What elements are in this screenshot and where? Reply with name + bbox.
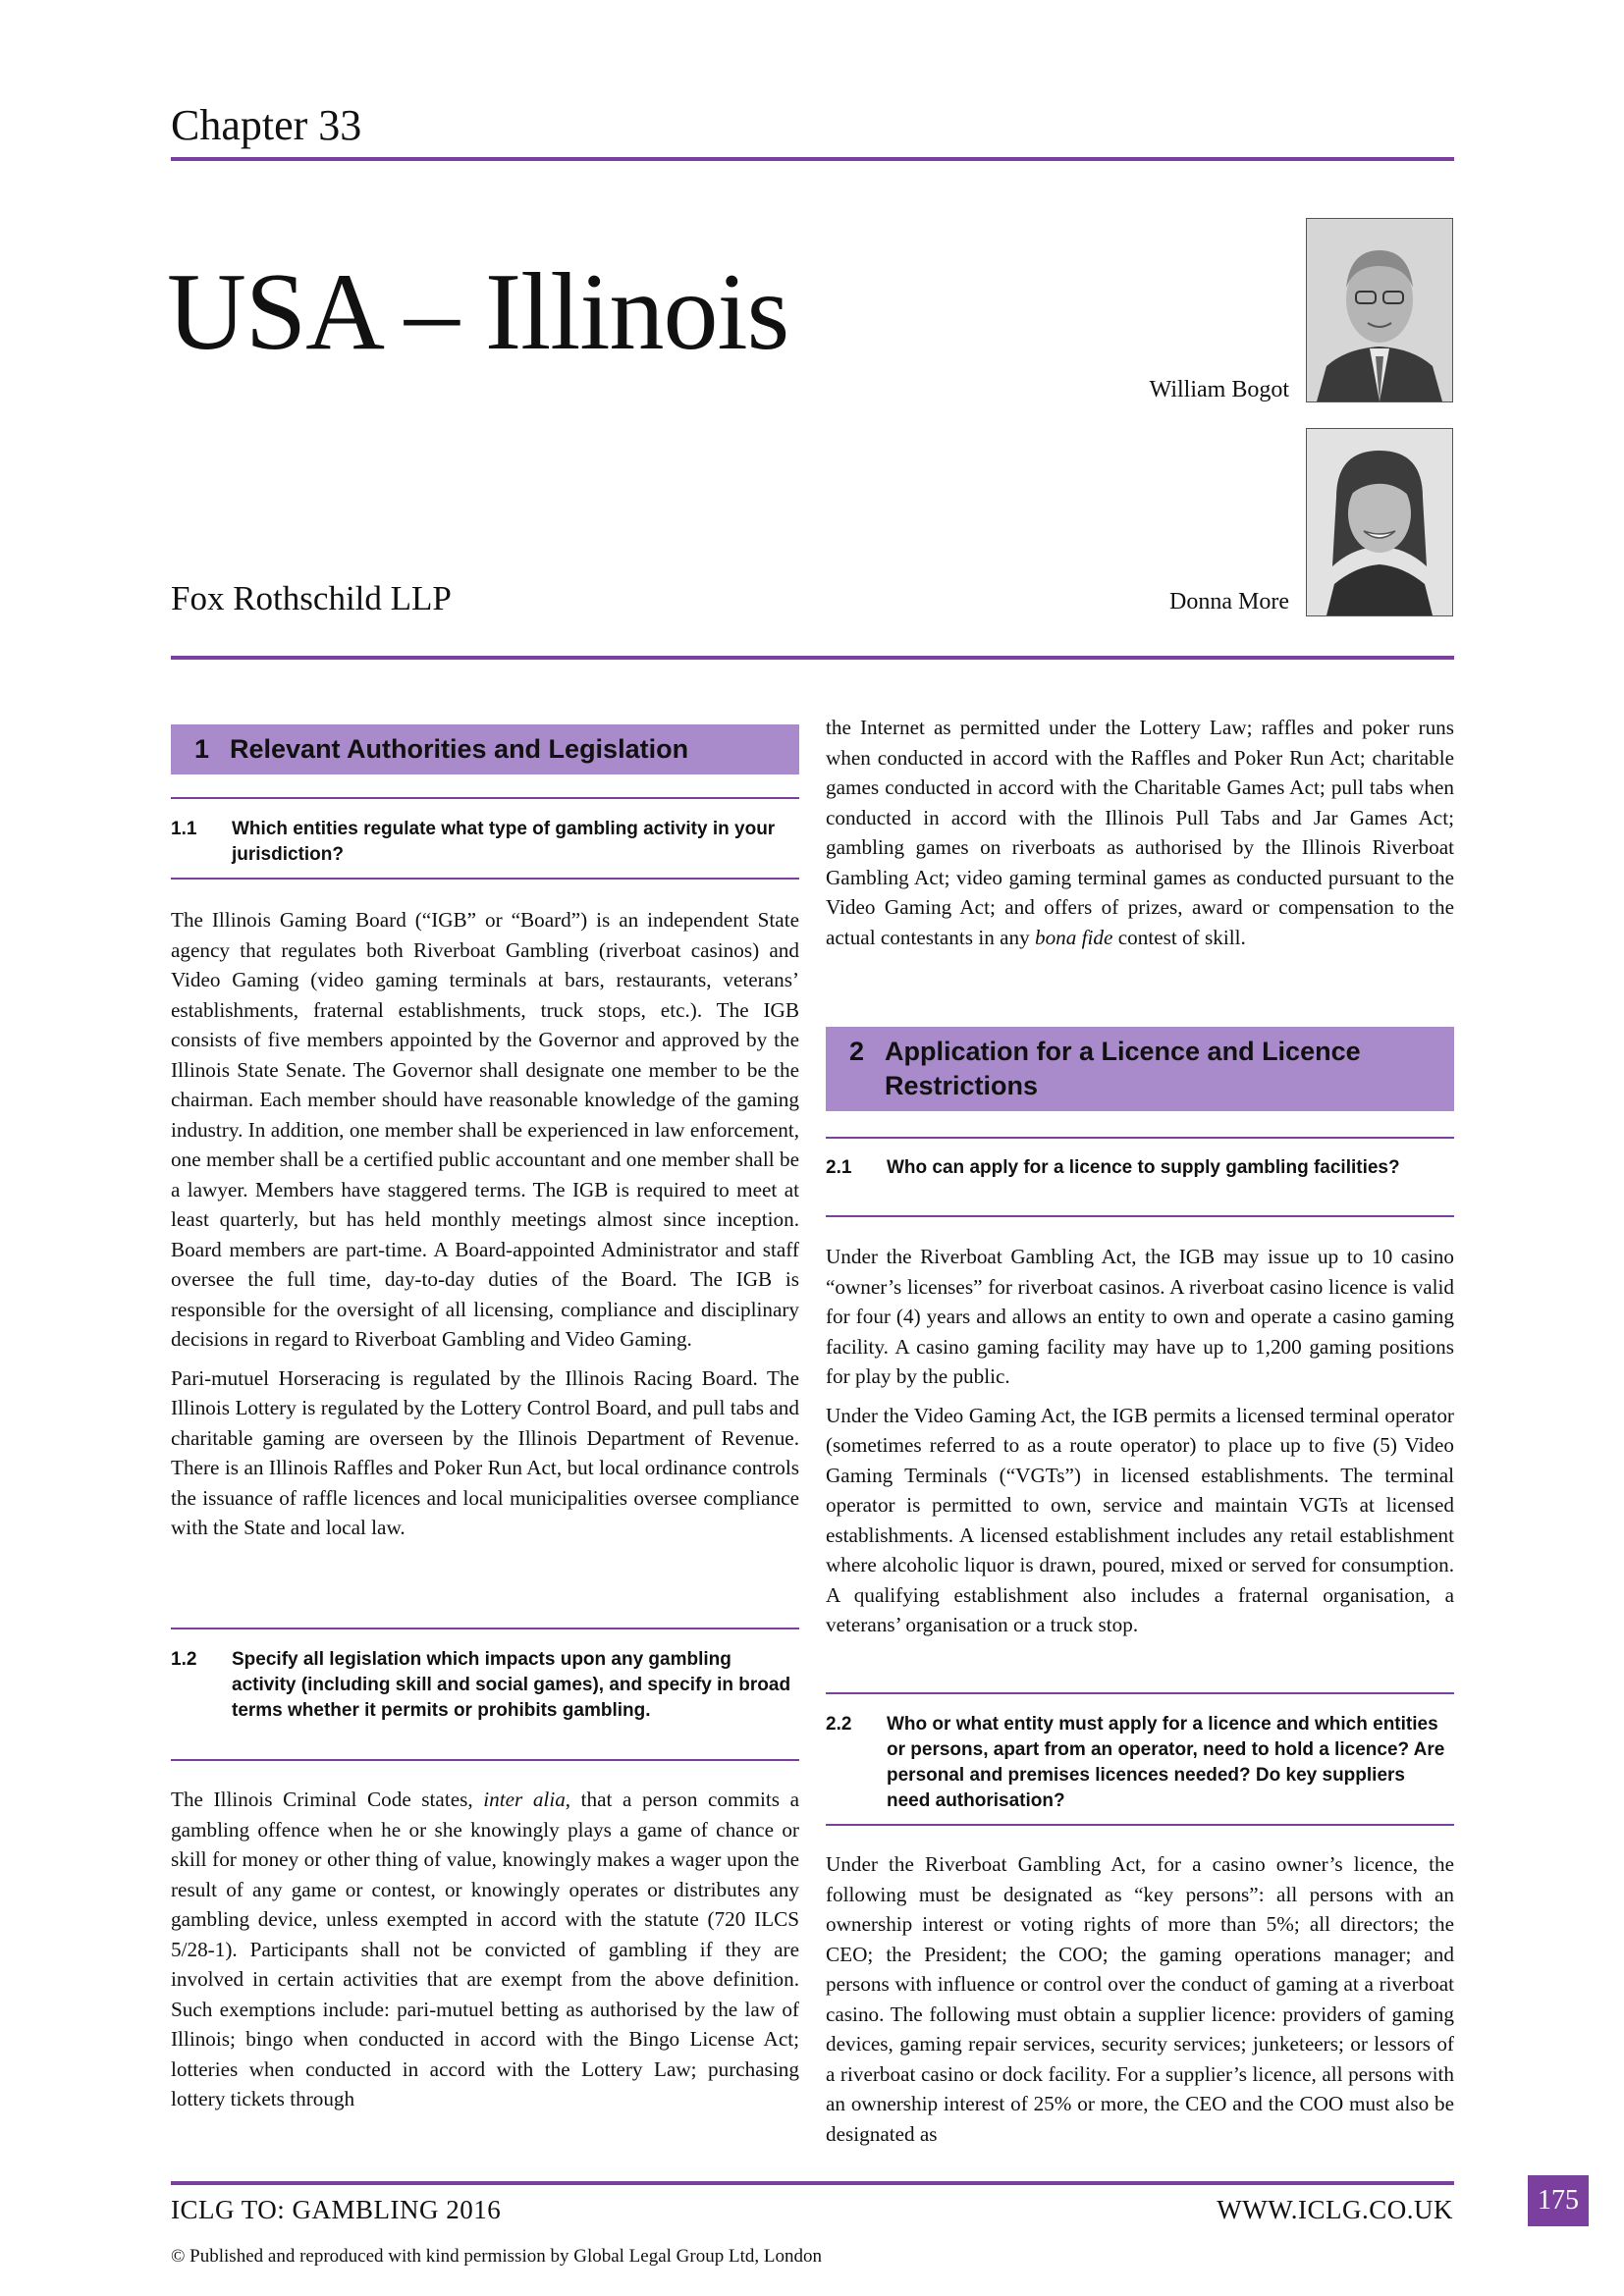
page-title: USA – Illinois [167,251,789,373]
paragraph: Under the Video Gaming Act, the IGB permits a licensed terminal operator (sometimes referred to as a route operator) to place up to five (5) Video Gaming Terminals (“VGTs”) in licensed establishments. The terminal operator is permitted to own, service and maintain VGTs at licensed establishments. A licensed establishment includes any retail establishment where alcoholic liquor is drawn, poured, mixed or served for consumption. A qualifying establishment also includes a fraternal organisation, a veterans’ organisation or a truck stop. [826,1403,1454,1636]
section-heading-1 [171,724,799,774]
question-number: 2.2 [826,1714,852,1735]
chapter-label: Chapter 33 [171,101,362,149]
question-rule-top [826,1692,1454,1694]
question-1-1 [171,817,799,868]
text-run: The Illinois Criminal Code states, [171,1788,484,1811]
section-number: 1 [194,734,210,764]
header-bottom-rule [171,656,1454,660]
answer-1-1 [171,905,799,1552]
question-number: 2.1 [826,1157,852,1178]
page-number: 175 [1528,2175,1589,2226]
question-rule-bottom [171,1759,799,1761]
text-run: contest of skill. [1112,925,1246,949]
answer-1-2 [171,1785,799,2123]
paragraph: Under the Riverboat Gambling Act, the IGB may issue up to 10 casino “owner’s licenses” for riverboat casinos. A riverboat casino licence is valid for four (4) years and allows an entity to own and operate a casino gaming facility. A casino gaming facility may have up to 1,200 gaming positions for play by the public. [826,1245,1454,1388]
header-rule [171,157,1454,161]
question-rule-top [826,1137,1454,1139]
answer-2-1 [826,1242,1454,1649]
question-rule-top [171,1628,799,1629]
question-rule-top [171,797,799,799]
text-run: , that a person commits a gambling offence when he or she knowingly plays a game of chance or skill for money or other thing of value, knowingly makes a wager upon the result of any game or contest, or knowingly operates or distributes any gambling device, unless exempted in accord with the statute (720 ILCS 5/28-1). Participants shall not be convicted of gambling if they are involved in certain activities that are exempt from the above definition. Such exemptions include: pari-mutuel betting as authorised by the law of Illinois; bingo when conducted in accord with the Bingo License Act; lotteries when conducted in accord with the Lottery Law; purchasing lottery tickets through [171,1788,799,2110]
answer-2-2 [826,1849,1454,2158]
author-photo-william-bogot [1306,218,1453,402]
question-rule-bottom [826,1215,1454,1217]
section-number: 2 [849,1037,865,1066]
question-text: Who or what entity must apply for a licence and which entities or persons, apart from an operator, need to hold a licence? Are personal and premises licences needed? Do key suppliers need authorisation? [887,1714,1445,1811]
firm-name: Fox Rothschild LLP [171,579,452,617]
footer-rule [171,2181,1454,2185]
question-text: Which entities regulate what type of gambling activity in your jurisdiction? [232,819,776,865]
answer-1-2-continued [826,713,1454,961]
author-name-william-bogot: William Bogot [1149,377,1289,402]
paragraph [171,1785,799,2114]
question-rule-bottom [826,1824,1454,1826]
paragraph: Pari-mutuel Horseracing is regulated by the Illinois Racing Board. The Illinois Lottery is regulated by the Lottery Control Board, and pull tabs and charitable gaming are overseen by the Illinois Department of Revenue. There is an Illinois Raffles and Poker Run Act, but local ordinance controls the issuance of raffle licences and local municipalities oversee compliance with the State and local law. [171,1365,799,1539]
question-text: Who can apply for a licence to supply gambling facilities? [887,1157,1400,1178]
paragraph [826,713,1454,952]
question-number: 1.2 [171,1649,197,1670]
paragraph: The Illinois Gaming Board (“IGB” or “Board”) is an independent State agency that regulates both Riverboat Gambling (riverboat casinos) and Video Gaming (video gaming terminals at bars, restaurants, veterans’ establishments, fraternal establishments, truck stops, etc.). The IGB consists of five members appointed by the Governor and approved by the Illinois State Senate. The Governor shall designate one member to be the chairman. Each member should have reasonable knowledge of the gaming industry. In addition, one member shall be experienced in law enforcement, one member shall be a certified public accountant and one member shall be a lawyer. Members have staggered terms. The IGB is required to meet at least quarterly, but has held monthly meetings almost since inception. Board members are part-time. A Board-appointed Administrator and staff oversee the full time, day-to-day duties of the Board. The IGB is responsible for the oversight of all licensing, compliance and disciplinary decisions in regard to Riverboat Gambling and Video Gaming. [171,908,799,1351]
section-heading-2 [826,1027,1454,1111]
question-2-2 [826,1712,1454,1814]
question-text: Specify all legislation which impacts upon any gambling activity (including skill and social games), and specify in broad terms whether it permits or prohibits gambling. [232,1649,791,1721]
paragraph: Under the Riverboat Gambling Act, for a casino owner’s licence, the following must be designated as “key persons”: all persons with an ownership interest or voting rights of more than 5%; all directors; the CEO; the President; the COO; the gaming operations manager; and persons with influence or control over the conduct of gaming at a riverboat casino. The following must obtain a supplier licence: providers of gaming devices, gaming repair services, security services; junketeers; or lessors of a riverboat casino or dock facility. For a supplier’s licence, all persons with an ownership interest of 25% or more, the CEO and the COO must also be designated as [826,1852,1454,2146]
footer-publication: ICLG TO: GAMBLING 2016 [171,2195,502,2224]
question-rule-bottom [171,878,799,880]
text-run-italic: inter alia [483,1788,566,1811]
section-title: Application for a Licence and Licence Restrictions [885,1037,1361,1100]
author-name-donna-more: Donna More [1169,589,1289,614]
section-title: Relevant Authorities and Legislation [230,734,689,764]
text-run: the Internet as permitted under the Lottery Law; raffles and poker runs when conducted in accord with the Raffles and Poker Run Act; charitable games conducted in accord with the Charitable Games Act; pull tabs when conducted in accord with the Illinois Pull Tabs and Jar Games Act; gambling games on riverboats as authorised by the Illinois Riverboat Gambling Act; video gaming terminal games as conducted pursuant to the Video Gaming Act; and offers of prizes, award or compensation to the actual contestants in any [826,716,1454,949]
text-run-italic: bona fide [1034,925,1113,949]
author-photo-donna-more [1306,428,1453,616]
copyright-notice: © Published and reproduced with kind permission by Global Legal Group Ltd, London [171,2246,822,2267]
question-1-2 [171,1647,799,1724]
footer-website: WWW.ICLG.CO.UK [1217,2195,1453,2224]
question-2-1 [826,1155,1454,1181]
question-number: 1.1 [171,819,197,839]
